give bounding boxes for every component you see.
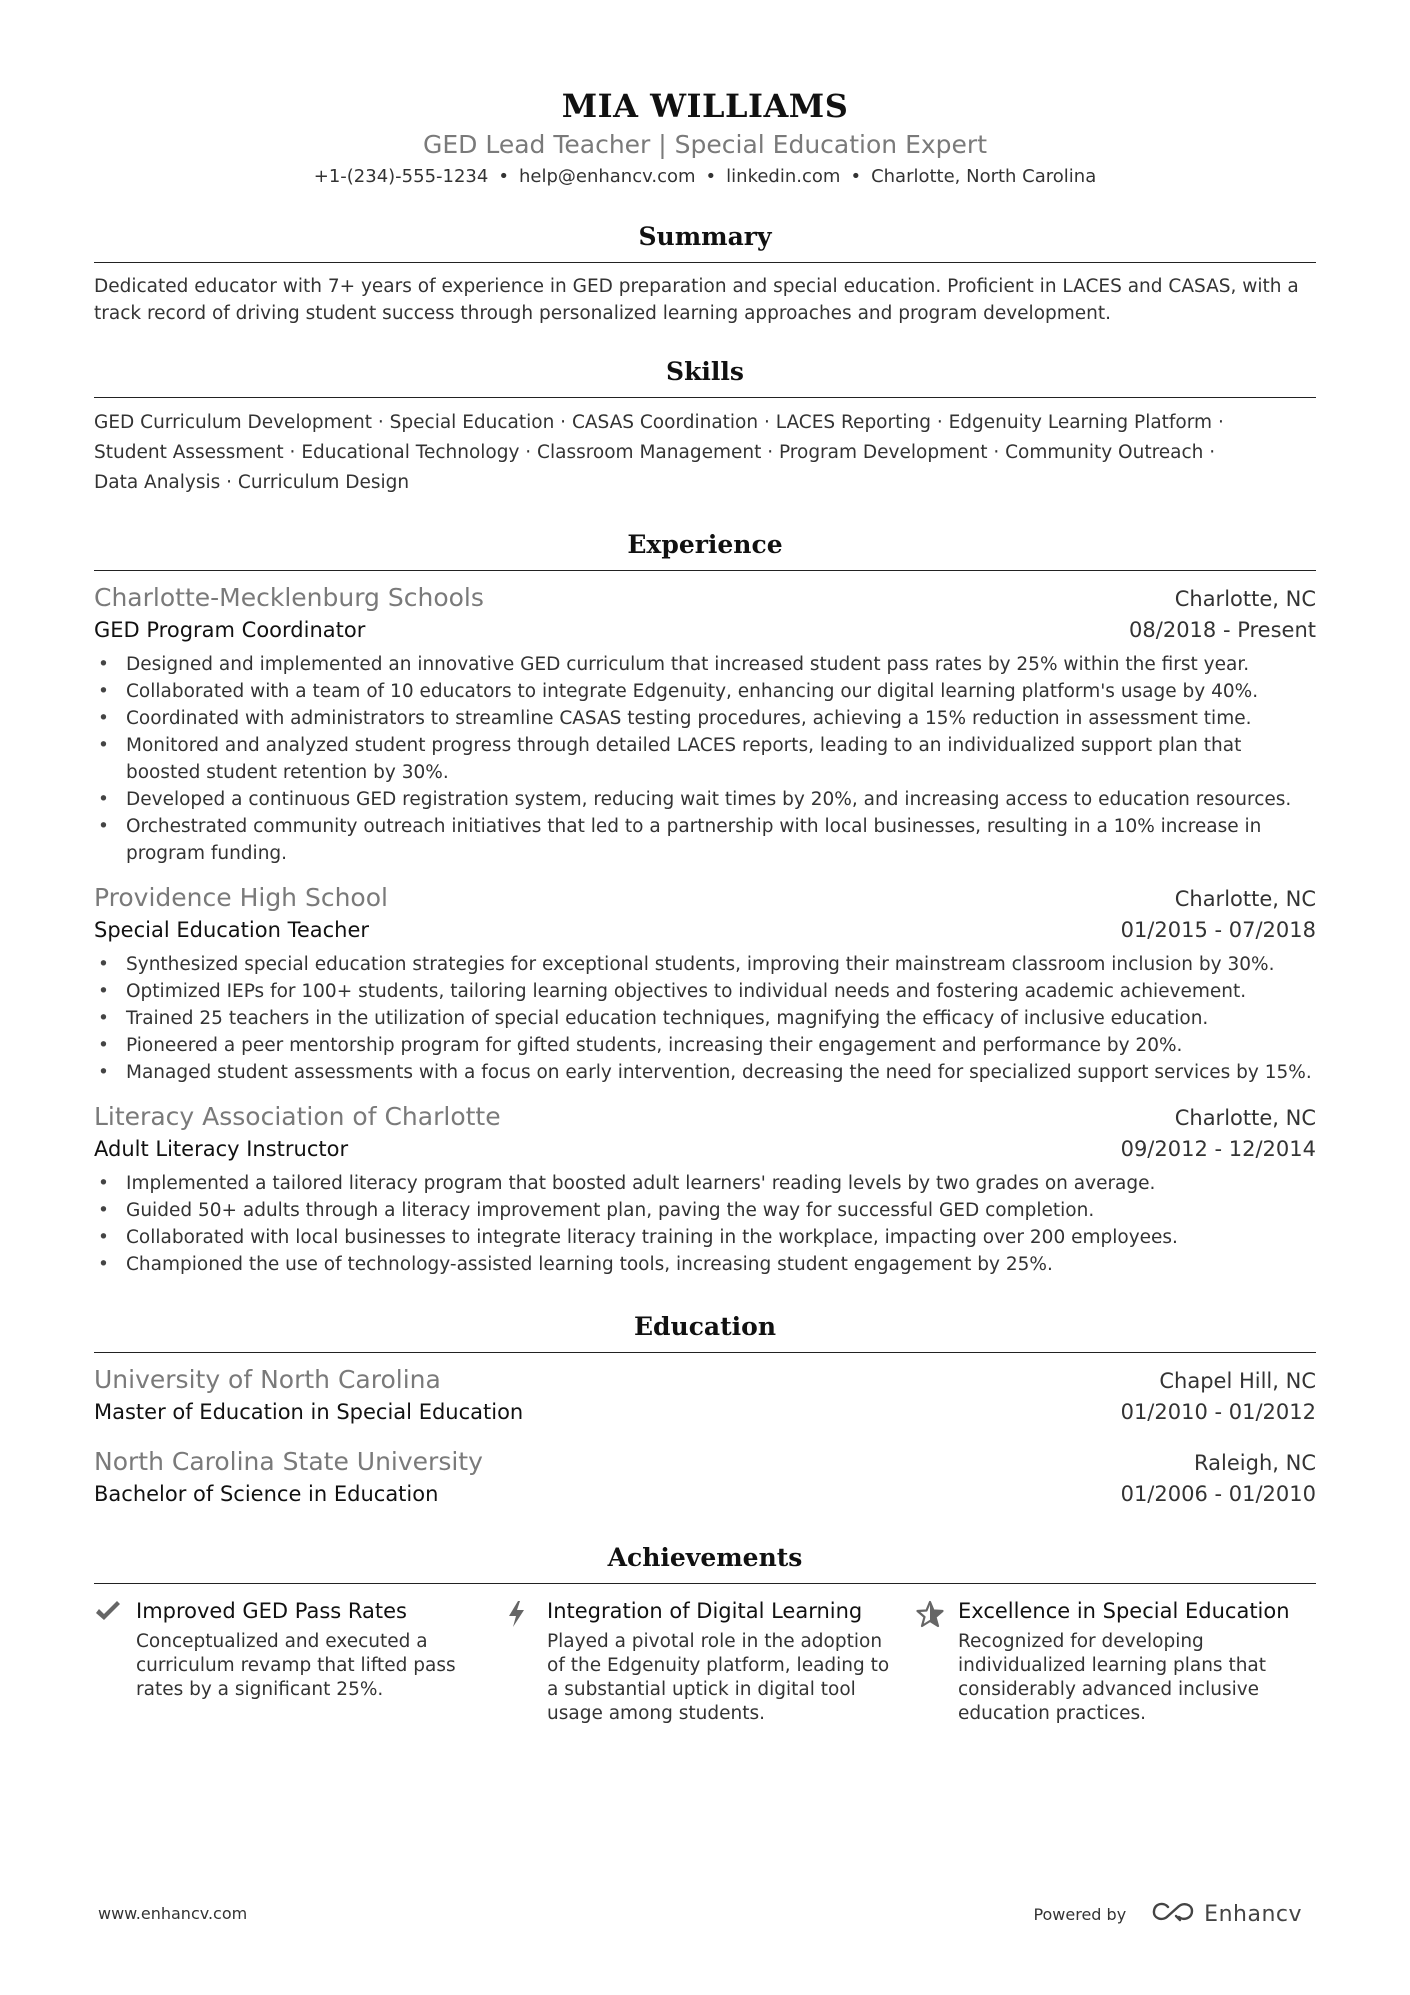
achievement-item	[916, 1596, 1316, 1726]
job-bullet: • Trained 25 teachers in the utilization of special education techniques, magnifying the efficacy of inclusive education.	[94, 1005, 1316, 1032]
job-bullet: • Developed a continuous GED registration system, reducing wait times by 20%, and increasing access to education resources.	[94, 786, 1316, 813]
achievement-title: Improved GED Pass Rates	[136, 1599, 407, 1623]
job-entry	[94, 1100, 1316, 1278]
job-role: Special Education Teacher	[94, 918, 370, 942]
section-heading: Education	[94, 1310, 1316, 1353]
achievement-title: Excellence in Special Education	[958, 1599, 1290, 1623]
education-degree-row	[94, 1397, 1316, 1427]
resume-page	[94, 0, 1316, 1726]
candidate-name: MIA WILLIAMS	[561, 87, 849, 125]
education-entry	[94, 1363, 1316, 1427]
section-heading: Skills	[94, 355, 1316, 398]
footer-branding	[1033, 1900, 1302, 1928]
job-header-row	[94, 581, 1316, 615]
section-heading: Achievements	[94, 1541, 1316, 1584]
achievements-grid	[94, 1596, 1316, 1726]
degree-name: Master of Education in Special Education	[94, 1400, 524, 1424]
achievement-body	[547, 1596, 905, 1726]
education-header-row	[94, 1363, 1316, 1397]
job-bullets	[94, 651, 1316, 867]
summary-section	[94, 220, 1316, 327]
job-bullets	[94, 951, 1316, 1086]
job-bullet: • Designed and implemented an innovative GED curriculum that increased student pass rates by 25% within the first year.	[94, 651, 1316, 678]
achievement-description: Recognized for developing individualized learning plans that considerably advanced inclusive education practices.	[958, 1631, 1267, 1724]
experience-section	[94, 528, 1316, 1278]
contact-phone: +1-(234)-555-1234	[313, 166, 489, 187]
skills-line: Student Assessment · Educational Technology · Classroom Management · Program Development · Community Outreach ·	[94, 442, 1216, 463]
job-role-row	[94, 1134, 1316, 1164]
contact-location: Charlotte, North Carolina	[871, 166, 1097, 187]
degree-name: Bachelor of Science in Education	[94, 1482, 439, 1506]
job-bullet: • Guided 50+ adults through a literacy improvement plan, paving the way for successful GED completion.	[94, 1197, 1316, 1224]
degree-dates: 01/2006 - 01/2010	[1120, 1482, 1316, 1506]
job-bullet: • Implemented a tailored literacy program that boosted adult learners' reading levels by two grades on average.	[94, 1170, 1316, 1197]
job-location: Charlotte, NC	[1174, 1106, 1316, 1130]
job-bullet: • Managed student assessments with a focus on early intervention, decreasing the need for specialized support services by 15%.	[94, 1059, 1316, 1086]
job-bullet: • Collaborated with local businesses to integrate literacy training in the workplace, impacting over 200 employees.	[94, 1224, 1316, 1251]
powered-by-label: Powered by	[1033, 1904, 1127, 1924]
job-location: Charlotte, NC	[1174, 887, 1316, 911]
school-name: North Carolina State University	[94, 1447, 483, 1476]
contact-separator: •	[705, 166, 717, 187]
job-bullets	[94, 1170, 1316, 1278]
education-entry	[94, 1445, 1316, 1509]
job-dates: 09/2012 - 12/2014	[1120, 1137, 1316, 1161]
job-organization: Charlotte-Mecklenburg Schools	[94, 583, 484, 612]
achievement-item	[505, 1596, 905, 1726]
skills-list	[94, 408, 1316, 498]
job-role-row	[94, 615, 1316, 645]
job-bullet: • Synthesized special education strategies for exceptional students, improving their mainstream classroom inclusion by 30%.	[94, 951, 1316, 978]
enhancv-logo-icon	[1150, 1900, 1196, 1928]
job-bullet: • Collaborated with a team of 10 educators to integrate Edgenuity, enhancing our digital learning platform's usage by 40%.	[94, 678, 1316, 705]
job-bullet: • Orchestrated community outreach initiatives that led to a partnership with local businesses, resulting in a 10% increase in program funding.	[94, 813, 1316, 867]
skills-line: GED Curriculum Development · Special Education · CASAS Coordination · LACES Reporting · Edgenuity Learning Platform ·	[94, 412, 1224, 433]
job-bullet: • Championed the use of technology-assisted learning tools, increasing student engagement by 25%.	[94, 1251, 1316, 1278]
job-role: GED Program Coordinator	[94, 618, 366, 642]
achievements-section	[94, 1541, 1316, 1726]
job-header-row	[94, 1100, 1316, 1134]
candidate-title: GED Lead Teacher | Special Education Expert	[422, 130, 987, 159]
job-entry	[94, 881, 1316, 1086]
checkmark-icon	[94, 1596, 136, 1726]
job-bullet: • Pioneered a peer mentorship program for gifted students, increasing their engagement and performance by 20%.	[94, 1032, 1316, 1059]
skills-section	[94, 355, 1316, 498]
page-footer	[0, 1900, 1410, 1930]
education-header-row	[94, 1445, 1316, 1479]
achievement-item	[94, 1596, 494, 1726]
job-organization: Providence High School	[94, 883, 388, 912]
lightning-bolt-icon	[505, 1596, 547, 1726]
job-bullet: • Coordinated with administrators to streamline CASAS testing procedures, achieving a 15% reduction in assessment time.	[94, 705, 1316, 732]
contact-separator: •	[850, 166, 862, 187]
job-entry	[94, 581, 1316, 867]
job-organization: Literacy Association of Charlotte	[94, 1102, 501, 1131]
job-header-row	[94, 881, 1316, 915]
job-bullet: • Optimized IEPs for 100+ students, tailoring learning objectives to individual needs and fostering academic achievement.	[94, 978, 1316, 1005]
job-role: Adult Literacy Instructor	[94, 1137, 349, 1161]
achievement-body	[958, 1596, 1316, 1726]
school-location: Raleigh, NC	[1194, 1451, 1316, 1475]
contact-line	[94, 164, 1316, 190]
skills-line: Data Analysis · Curriculum Design	[94, 472, 410, 493]
contact-linkedin[interactable]: linkedin.com	[726, 166, 841, 187]
contact-email[interactable]: help@enhancv.com	[518, 166, 696, 187]
job-location: Charlotte, NC	[1174, 587, 1316, 611]
summary-text: Dedicated educator with 7+ years of experience in GED preparation and special education. Proficient in LACES and CASAS, with a track record of driving student success through personalized learning approaches and program development.	[94, 276, 1299, 324]
job-dates: 01/2015 - 07/2018	[1120, 918, 1316, 942]
brand-name: Enhancv	[1204, 1901, 1302, 1927]
education-degree-row	[94, 1479, 1316, 1509]
education-section	[94, 1310, 1316, 1509]
job-bullet: • Monitored and analyzed student progress through detailed LACES reports, leading to an individualized support plan that boosted student retention by 30%.	[94, 732, 1316, 786]
contact-separator: •	[498, 166, 509, 187]
achievement-title: Integration of Digital Learning	[547, 1599, 863, 1623]
job-dates: 08/2018 - Present	[1129, 618, 1316, 642]
job-role-row	[94, 915, 1316, 945]
school-name: University of North Carolina	[94, 1365, 441, 1394]
achievement-description: Played a pivotal role in the adoption of the Edgenuity platform, leading to a substantial uptick in digital tool usage among students.	[547, 1631, 890, 1724]
section-heading: Summary	[94, 220, 1316, 263]
star-icon	[916, 1596, 958, 1726]
school-location: Chapel Hill, NC	[1159, 1369, 1316, 1393]
footer-website[interactable]: www.enhancv.com	[98, 1904, 248, 1923]
resume-header	[94, 0, 1316, 190]
section-heading: Experience	[94, 528, 1316, 571]
achievement-description: Conceptualized and executed a curriculum revamp that lifted pass rates by a significant 25%.	[136, 1631, 456, 1700]
degree-dates: 01/2010 - 01/2012	[1120, 1400, 1316, 1424]
achievement-body	[136, 1596, 494, 1726]
